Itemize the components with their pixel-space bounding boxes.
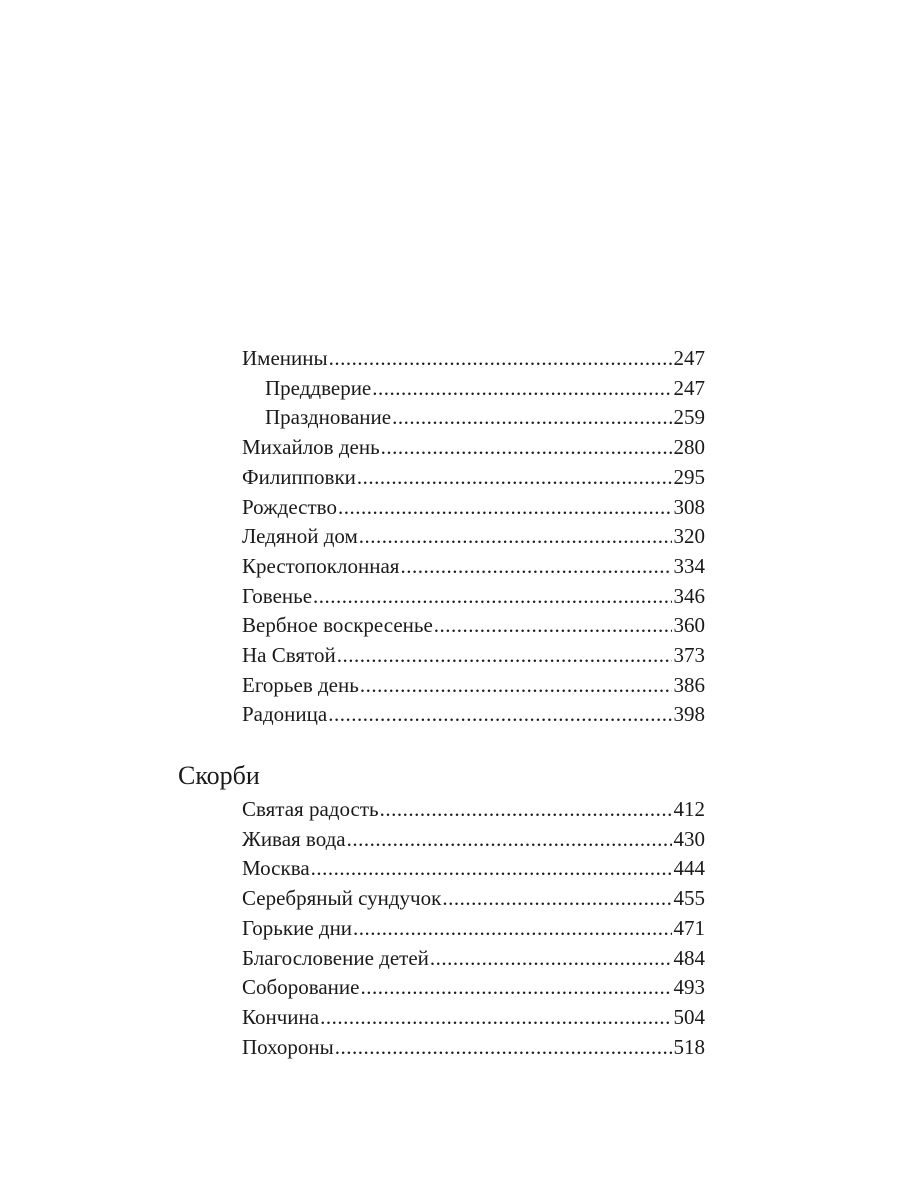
toc-entry-title: Похороны	[242, 1034, 334, 1059]
dot-leader	[359, 521, 672, 551]
toc-entry-page-number: 518	[673, 1034, 705, 1059]
toc-entry-title: Именины	[242, 346, 328, 370]
toc-entry	[242, 972, 705, 1002]
toc-entry-page-number: 360	[673, 613, 705, 638]
toc-entry	[242, 913, 705, 943]
toc-entry	[242, 824, 705, 854]
toc-entry	[265, 373, 705, 403]
toc-entry-title: Радоница	[242, 702, 328, 727]
toc-entry	[242, 1032, 705, 1062]
toc-entry	[242, 1002, 705, 1032]
dot-leader	[430, 943, 672, 973]
dot-leader	[353, 913, 671, 943]
toc-entry	[242, 462, 705, 492]
toc-entry-title: Кончина	[242, 1004, 320, 1029]
toc-entry-title: Горькие дни	[242, 915, 353, 940]
toc-entry-page-number: 455	[673, 886, 705, 911]
toc-entry-page-number: 471	[673, 915, 705, 940]
toc-entry-title: Михайлов день	[242, 435, 380, 460]
dot-leader	[372, 373, 671, 403]
dot-leader	[400, 551, 671, 581]
dot-leader	[392, 402, 671, 432]
dot-leader	[381, 432, 672, 462]
toc-entry	[242, 853, 705, 883]
dot-leader	[329, 343, 672, 373]
toc-entry-page-number: 247	[673, 375, 705, 400]
section-heading: Скорби	[178, 761, 260, 790]
dot-leader	[380, 794, 672, 824]
toc-entry-page-number: 386	[673, 672, 705, 697]
dot-leader	[338, 492, 672, 522]
dot-leader	[335, 1032, 672, 1062]
dot-leader	[337, 640, 672, 670]
toc-entry-title: Соборование	[242, 975, 360, 1000]
dot-leader	[328, 699, 671, 729]
toc-entry	[265, 402, 705, 432]
toc-entry-title: Вербное воскресенье	[242, 613, 433, 638]
toc-entry-page-number: 320	[673, 524, 705, 549]
toc-entry-page-number: 280	[673, 435, 705, 460]
dot-leader	[360, 972, 671, 1002]
toc-entry-title: Филипповки	[242, 464, 356, 489]
toc-entry-page-number: 430	[673, 826, 705, 851]
toc-entry-page-number: 346	[673, 583, 705, 608]
dot-leader	[434, 610, 672, 640]
toc-entry-title: Ледяной дом	[242, 524, 358, 549]
dot-leader	[357, 462, 672, 492]
toc-entry	[242, 492, 705, 522]
toc-entry	[242, 640, 705, 670]
toc-entry-page-number: 334	[673, 553, 705, 578]
toc-entry-page-number: 373	[673, 643, 705, 667]
toc-entry-title: Серебряный сундучок	[242, 886, 442, 911]
toc-entry-page-number: 484	[673, 945, 705, 970]
toc-entry-title: Благословение детей	[242, 945, 429, 970]
toc-entry-title: Москва	[242, 856, 310, 881]
toc-entry-title: Крестопоклонная	[242, 553, 400, 578]
toc-entry-title: Святая радость	[242, 797, 379, 821]
dot-leader	[347, 824, 672, 854]
toc-entry	[242, 670, 705, 700]
toc-entry-page-number: 412	[673, 797, 705, 821]
toc-entry	[242, 794, 705, 824]
toc-entry	[242, 343, 705, 373]
toc-entry	[242, 521, 705, 551]
toc-entry-page-number: 444	[673, 856, 705, 881]
dot-leader	[360, 670, 672, 700]
toc-entry-title: На Святой	[242, 643, 336, 667]
toc-entry	[242, 943, 705, 973]
toc-entry-page-number: 259	[673, 405, 705, 430]
toc-entry-page-number: 295	[673, 464, 705, 489]
dot-leader	[311, 853, 672, 883]
toc-entry-page-number: 247	[673, 346, 705, 370]
toc-entry-page-number: 504	[673, 1004, 705, 1029]
toc-entry-title: Преддверие	[265, 375, 372, 400]
toc-entry	[242, 581, 705, 611]
toc-entry-page-number: 308	[673, 494, 705, 519]
toc-entry-title: Живая вода	[242, 826, 346, 851]
toc-entry	[242, 551, 705, 581]
toc-entry-title: Говенье	[242, 583, 313, 608]
toc-entry	[242, 610, 705, 640]
toc-entry-page-number: 398	[673, 702, 705, 727]
dot-leader	[313, 581, 671, 611]
toc-entry-title: Егорьев день	[242, 672, 359, 697]
toc-entry	[242, 699, 705, 729]
toc-entry	[242, 883, 705, 913]
dot-leader	[442, 883, 671, 913]
toc-entry-page-number: 493	[673, 975, 705, 1000]
toc-entry-title: Рождество	[242, 494, 337, 519]
toc-entry	[242, 432, 705, 462]
dot-leader	[320, 1002, 671, 1032]
toc-entry-title: Празднование	[265, 405, 392, 430]
